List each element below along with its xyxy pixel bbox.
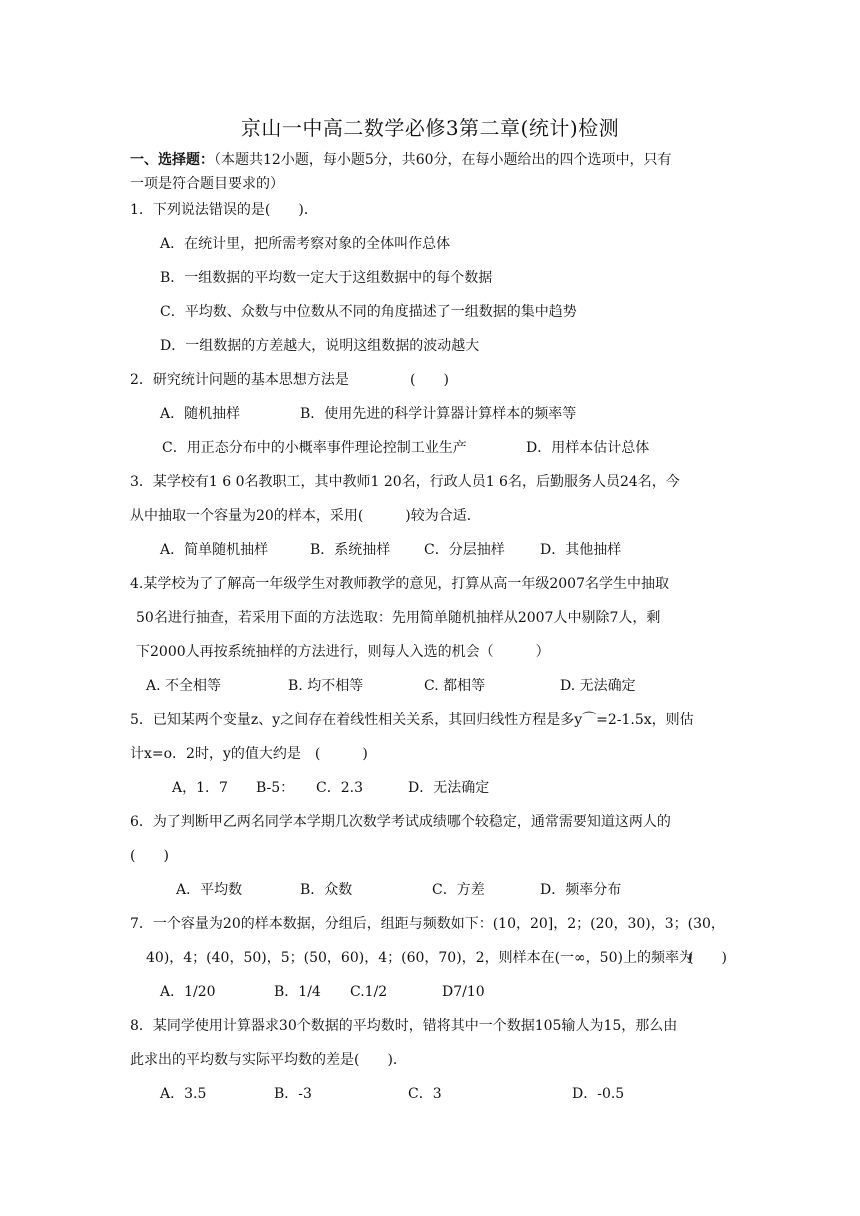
q8-option-a: A．3.5 bbox=[160, 1086, 207, 1102]
q4-option-b: B. 均不相等 bbox=[288, 678, 364, 694]
q7-option-d: D7/10 bbox=[442, 984, 485, 1000]
section-intro bbox=[130, 150, 672, 170]
section-intro-text: （本题共12小题，每小题5分，共60分，在每小题给出的四个选项中，只有 bbox=[214, 152, 672, 168]
q2-stem: 2．研究统计问题的基本思想方法是 bbox=[130, 372, 349, 388]
q7-option-c: C.1/2 bbox=[350, 984, 388, 1000]
q8-option-d: D．-0.5 bbox=[572, 1086, 625, 1102]
section-heading: 一、选择题： bbox=[130, 152, 214, 168]
q6-option-c: C．方差 bbox=[432, 882, 485, 898]
q5-option-c: C．2.3 bbox=[316, 780, 363, 796]
q2-option-d: D．用样本估计总体 bbox=[526, 440, 650, 456]
q4-line2: 50名进行抽查，若采用下面的方法选取：先用简单随机抽样从2007人中剔除7人，剩 bbox=[136, 610, 661, 626]
q3-option-d: D．其他抽样 bbox=[540, 542, 622, 558]
q3-option-a: A．简单随机抽样 bbox=[160, 542, 269, 558]
q1-stem: 1．下列说法错误的是( )． bbox=[130, 202, 318, 218]
q1-option-b: B．一组数据的平均数一定大于这组数据中的每个数据 bbox=[160, 270, 493, 286]
q4-line1: 4.某学校为了了解高一年级学生对教师教学的意见，打算从高一年级2007名学生中抽取 bbox=[130, 576, 669, 592]
q5-option-d: D．无法确定 bbox=[408, 780, 490, 796]
q7-option-a: A．1/20 bbox=[160, 984, 216, 1000]
q6-option-a: A．平均数 bbox=[176, 882, 243, 898]
q2-option-a: A．随机抽样 bbox=[160, 406, 241, 422]
q4-option-d: D. 无法确定 bbox=[560, 678, 636, 694]
q3-line2: 从中抽取一个容量为20的样本，采用( )较为合适． bbox=[130, 508, 481, 524]
exam-title: 京山一中高二数学必修3第二章(统计)检测 bbox=[240, 116, 620, 140]
q7-line1: 7．一个容量为20的样本数据，分组后，组距与频数如下：(10，20]，2；(20，30)，3；(30， bbox=[130, 916, 725, 932]
section-intro-line2: 一项是符合题目要求的） bbox=[130, 176, 284, 192]
q5-line2: 计x=o．2时，y的值大约是 ( ) bbox=[130, 746, 368, 762]
q5-option-a: A，1．7 bbox=[172, 780, 228, 796]
q3-line1: 3．某学校有1 6 0名教职工，其中教师1 20名，行政人员1 6名，后勤服务人员24名，今 bbox=[130, 474, 680, 490]
q4-option-c: C. 都相等 bbox=[424, 678, 486, 694]
q7-line2: 40)，4；(40，50)，5；(50，60)，4；(60，70)，2，则样本在(一∞，50)上的频率为 bbox=[146, 950, 693, 966]
q7-paren: ( ) bbox=[688, 950, 727, 966]
q8-option-b: B．-3 bbox=[274, 1086, 312, 1102]
q3-option-b: B．系统抽样 bbox=[310, 542, 391, 558]
q6-option-d: D．频率分布 bbox=[540, 882, 622, 898]
q1-option-c: C．平均数、众数与中位数从不同的角度描述了一组数据的集中趋势 bbox=[160, 304, 577, 320]
q8-line1: 8．某同学使用计算器求30个数据的平均数时，错将其中一个数据105输人为15，那么由 bbox=[130, 1018, 678, 1034]
q1-option-d: D．一组数据的方差越大，说明这组数据的波动越大 bbox=[160, 338, 480, 354]
q2-paren: ( ) bbox=[410, 372, 449, 388]
q8-line2: 此求出的平均数与实际平均数的差是( )． bbox=[130, 1052, 407, 1068]
q6-option-b: B．众数 bbox=[300, 882, 353, 898]
q4-option-a: A. 不全相等 bbox=[146, 678, 222, 694]
q8-option-c: C．3 bbox=[408, 1086, 442, 1102]
q2-option-b: B．使用先进的科学计算器计算样本的频率等 bbox=[300, 406, 577, 422]
q2-option-c: C．用正态分布中的小概率事件理论控制工业生产 bbox=[162, 440, 467, 456]
q4-line3: 下2000人再按系统抽样的方法进行，则每人入选的机会（ ） bbox=[136, 644, 550, 660]
q6-line1: 6．为了判断甲乙两名同学本学期几次数学考试成绩哪个较稳定，通常需要知道这两人的 bbox=[130, 814, 671, 830]
q3-option-c: C．分层抽样 bbox=[424, 542, 505, 558]
q6-line2: ( ) bbox=[130, 848, 169, 864]
q5-line1: 5．已知某两个变量z、y之间存在着线性相关关系，其回归线性方程是多y⌒=2-1.5x，则估 bbox=[130, 712, 694, 728]
q7-option-b: B．1/4 bbox=[274, 984, 321, 1000]
q1-option-a: A．在统计里，把所需考察对象的全体叫作总体 bbox=[160, 236, 451, 252]
q5-option-b: B-5： bbox=[256, 780, 295, 796]
